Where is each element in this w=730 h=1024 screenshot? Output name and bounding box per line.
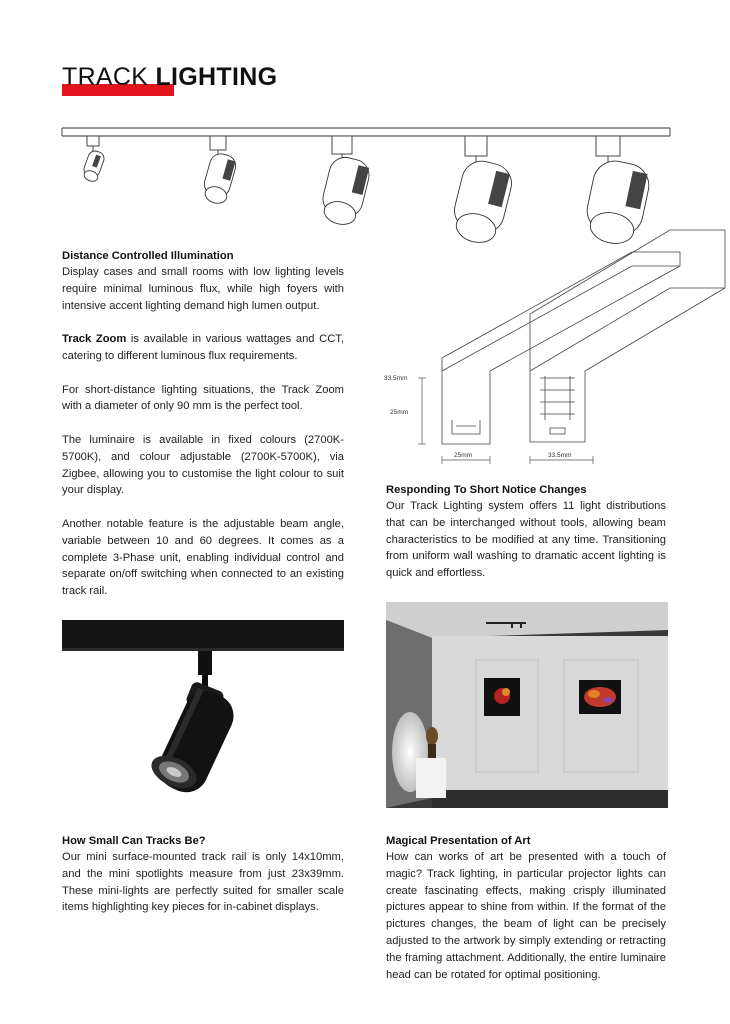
dim-width-large: 33.5mm: [548, 452, 572, 459]
paragraph: The luminaire is available in fixed colours (2700K-5700K), and colour adjustable (2700K-5700K), via Zigbee, allowing you to customise the light colour to suit your display.: [62, 433, 344, 497]
spotlight-size-2: [202, 136, 239, 206]
paragraph: Our mini surface-mounted track rail is only 14x10mm, and the mini spotlights measure from just 23x39mm. These mini-lights are perfectly suited for smaller scale items highlighting key pieces for in-cabinet displays.: [62, 851, 344, 914]
spotlight-size-1: [82, 136, 106, 183]
section-heading: Magical Presentation of Art: [386, 835, 531, 847]
section-short-notice: [386, 482, 666, 582]
dim-height-outer: 33.5mm: [384, 375, 408, 382]
section-art-presentation: [386, 833, 666, 983]
paragraph: For short-distance lighting situations, the Track Zoom with a diameter of only 90 mm is the perfect tool.: [62, 383, 344, 413]
spotlight-size-3: [320, 136, 373, 228]
title-bold: LIGHTING: [155, 63, 278, 91]
paragraph: [62, 331, 344, 365]
art-gallery-photo: [386, 602, 668, 808]
section-heading: Distance Controlled Illumination: [62, 250, 234, 262]
dim-height-inner: 25mm: [390, 409, 409, 416]
paragraph: Our Track Lighting system offers 11 light distributions that can be interchanged without tools, allowing beam characteristics to be modified at any time. Transitioning from uniform wall washing to dramatic accent lighting is quick and effortless.: [386, 500, 666, 580]
title-light: TRACK: [62, 63, 156, 91]
mini-spotlight-image: [62, 620, 344, 800]
track-zoom-label: Track Zoom: [62, 333, 127, 346]
section-heading: Responding To Short Notice Changes: [386, 484, 587, 496]
page-title: [62, 62, 277, 98]
paragraph: Display cases and small rooms with low lighting levels require minimal luminous flux, while high foyers with intensive accent lighting demand high lumen output.: [62, 266, 344, 312]
dim-width-small: 25mm: [454, 452, 473, 459]
paragraph-text: is available in various wattages and CCT, catering to different luminous flux requirements.: [62, 333, 344, 362]
paragraph: Another notable feature is the adjustable beam angle, variable between 10 and 60 degrees. It comes as a complete 3-Phase unit, enabling individual control and separate on/off switching when connected to an existing track rail.: [62, 517, 344, 598]
section-small-tracks: [62, 833, 344, 916]
section-distance-controlled: [62, 248, 344, 600]
track-rail-profile-drawing: [380, 228, 728, 473]
paragraph: How can works of art be presented with a touch of magic? Track lighting, in particular projector lights can create fascinating effects, making crisply illuminated pictures appear to shine from within. If the format of the pictures changes, the beam of light can be precisely adjusted to the artwork by simply extending or retracting the framing attachment. Additionally, the entire luminaire head can be rotated for optimal positioning.: [386, 851, 666, 981]
section-heading: How Small Can Tracks Be?: [62, 835, 206, 847]
